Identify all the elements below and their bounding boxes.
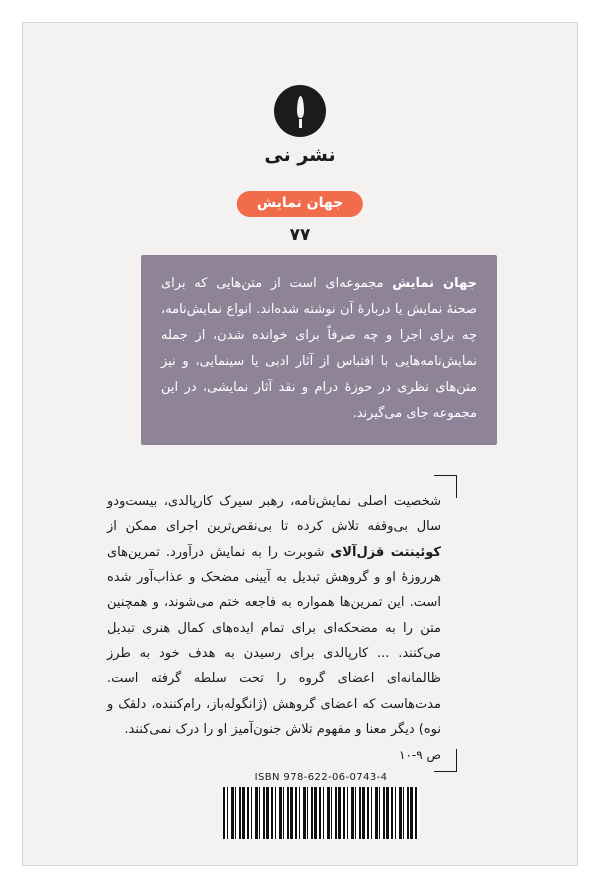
bracket-bottom-ornament	[434, 749, 457, 772]
series-description-body: مجموعه‌ای است از متن‌هایی که برای صحنهٔ نمایش یا دربارهٔ آن نوشته شده‌اند. انواع نمایش‌نامه، چه برای اجرا و چه صرفاً برای خوانده شدن، از جمله نمایش‌نامه‌هایی با اقتباس از آثار ادبی یا سینمایی، و نیز متن‌های نظری در حوزهٔ درام و نقد آثار نمایشی، در این مجموعه جای می‌گیرند.	[161, 276, 477, 421]
barcode-icon	[223, 787, 419, 839]
blurb-part-1: شخصیت اصلی نمایش‌نامه، رهبر سیرک کارپالدی، بیست‌ودو سال بی‌وقفه تلاش کرده تا بی‌نقص‌ترین اجرای ممکن از	[107, 494, 441, 535]
blurb-part-2: شوبرت را به نمایش درآورد. تمرین‌های هرروزهٔ او و گروهش تبدیل به آیینی مضحک و عذاب‌آور شده است. این تمرین‌ها همواره به فاجعه ختم می‌شوند، و همچنین متن را به مضحکه‌ای برای تمام ایده‌های کمال هنری تبدیل می‌کنند. ... کارپالدی برای رسیدن به هدف خود به طرز ظالمانه‌ای اعضای گروه را تحت سلطه گرفته است. مدت‌هاست که اعضای گروهش (ژانگوله‌باز، رام‌کننده، دلقک و نوه) دیگر معنا و مفهوم تلاش جنون‌آمیز او را درک نمی‌کنند.	[107, 544, 441, 738]
series-description-text	[161, 271, 477, 427]
publisher-logo	[23, 85, 577, 166]
publisher-name: نشر نی	[264, 144, 336, 166]
book-blurb	[101, 475, 457, 772]
series-description-panel	[141, 255, 497, 445]
pen-nib-in-circle-icon	[274, 85, 326, 137]
page-reference: ص ۹-۱۰	[398, 748, 441, 763]
isbn-text: ISBN 978-622-06-0743-4	[254, 772, 388, 783]
blurb-emphasis: کوئینتت قزل‌آلای	[330, 544, 441, 560]
bracket-top-ornament	[434, 475, 457, 498]
series-number: ۷۷	[289, 225, 311, 245]
isbn-area	[221, 772, 421, 839]
book-blurb-paragraph	[107, 489, 441, 742]
series-badge: جهان نمایش	[237, 191, 363, 217]
cover-panel	[22, 22, 578, 866]
series-description-lead: جهان نمایش	[392, 276, 477, 291]
